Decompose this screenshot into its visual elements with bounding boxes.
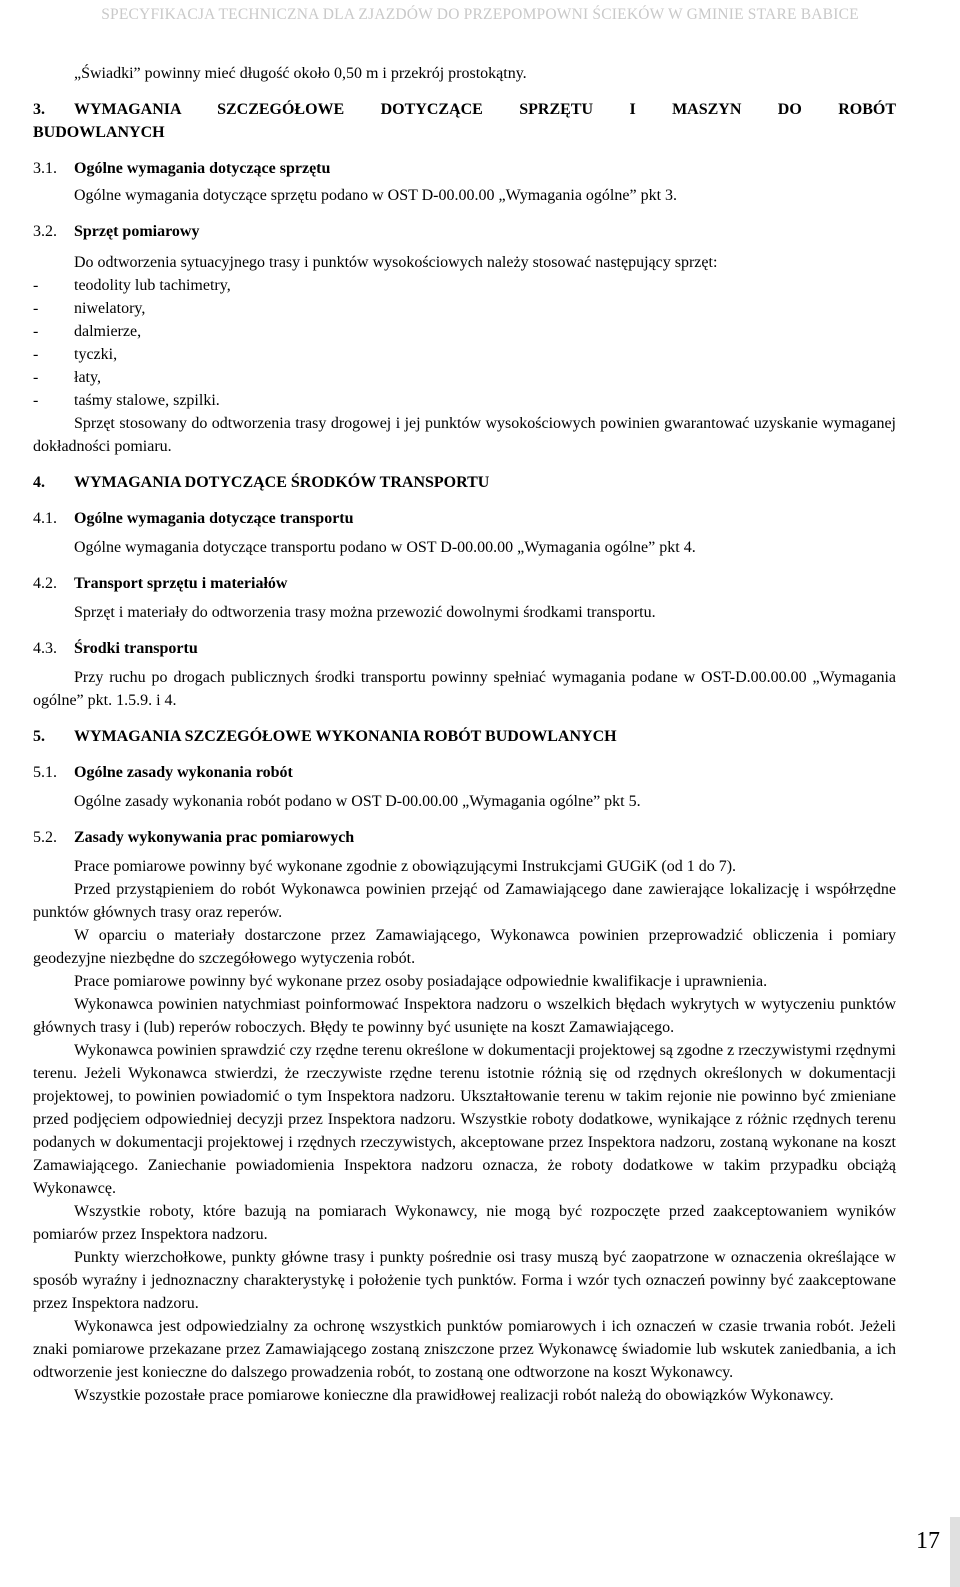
subsection-5-1-heading: [33, 761, 896, 784]
subsection-number: 3.1.: [33, 160, 57, 177]
paragraph: Ogólne zasady wykonania robót podano w OST D-00.00.00 „Wymagania ogólne” pkt 5.: [74, 793, 641, 810]
measurement-rules: [33, 855, 896, 1407]
section-5-heading: [33, 725, 896, 748]
list-item: - teodolity lub tachimetry,: [33, 277, 231, 294]
page-number: 17: [916, 1528, 940, 1554]
section-3-heading: [33, 98, 896, 144]
subsection-4-3-heading: [33, 637, 896, 660]
subsection-number: 3.2.: [33, 223, 57, 240]
list-item: - taśmy stalowe, szpilki.: [33, 392, 220, 409]
subsection-title: Ogólne wymagania dotyczące transportu: [74, 510, 354, 527]
subsection-title: Środki transportu: [74, 640, 198, 657]
paragraph: Prace pomiarowe powinny być wykonane zgodnie z obowiązującymi Instrukcjami GUGiK (od 1 do 7).: [74, 858, 737, 875]
subsection-number: 4.3.: [33, 640, 57, 657]
subsection-3-1-heading: [33, 157, 896, 180]
subsection-title: Transport sprzętu i materiałów: [74, 575, 288, 592]
section-title: WYMAGANIA SZCZEGÓŁOWE WYKONANIA ROBÓT BUDOWLANYCH: [74, 728, 617, 745]
paragraph: Sprzęt i materiały do odtworzenia trasy można przewozić dowolnymi środkami transportu.: [74, 604, 656, 621]
subsection-title: Sprzęt pomiarowy: [74, 223, 200, 240]
subsection-title: Ogólne wymagania dotyczące sprzętu: [74, 160, 331, 177]
subsection-number: 5.1.: [33, 764, 57, 781]
list-item: - niwelatory,: [33, 300, 146, 317]
section-4-heading: [33, 471, 896, 494]
section-title-cont: BUDOWLANYCH: [33, 124, 165, 141]
subsection-3-2-heading: [33, 220, 896, 243]
subsection-number: 4.2.: [33, 575, 57, 592]
paragraph: Przy ruchu po drogach publicznych środki transportu powinny spełniać wymagania podane w OST-D.00.00.00 „Wymagania ogólne” pkt. 1.5.9. i 4.: [33, 669, 896, 709]
paragraph: Prace pomiarowe powinny być wykonane przez osoby posiadające odpowiednie kwalifikacje i uprawnienia.: [74, 973, 768, 990]
paragraph: Ogólne wymagania dotyczące transportu podano w OST D-00.00.00 „Wymagania ogólne” pkt 4.: [74, 539, 696, 556]
section-number: 4.: [33, 474, 45, 491]
section-title: WYMAGANIA SZCZEGÓŁOWE DOTYCZĄCE SPRZĘTU I MASZYN DO ROBÓT: [74, 101, 896, 118]
subsection-title: Ogólne zasady wykonania robót: [74, 764, 293, 781]
paragraph: Do odtworzenia sytuacyjnego trasy i punktów wysokościowych należy stosować następujący sprzęt:: [74, 254, 718, 271]
list-item: - łaty,: [33, 369, 101, 386]
paragraph: Przed przystąpieniem do robót Wykonawca powinien przejąć od Zamawiającego dane zawierające lokalizację i współrzędne punktów głównych trasy oraz reperów.: [33, 881, 896, 921]
running-header: SPECYFIKACJA TECHNICZNA DLA ZJAZDÓW DO PRZEPOMPOWNI ŚCIEKÓW W GMINIE STARE BABICE: [101, 6, 859, 23]
paragraph: Punkty wierzchołkowe, punkty główne trasy i punkty pośrednie osi trasy muszą być zaopatrzone w oznaczenia określające w sposób wyraźny i jednoznaczny charakterystykę i położenie tych punktów. Forma i wzór tych oznaczeń powinny być zaakceptowane przez Inspektora nadzoru.: [33, 1249, 896, 1312]
subsection-4-1-heading: [33, 507, 896, 530]
section-title: WYMAGANIA DOTYCZĄCE ŚRODKÓW TRANSPORTU: [74, 474, 490, 491]
paragraph: Wykonawca jest odpowiedzialny za ochronę wszystkich punktów pomiarowych i ich oznaczeń w czasie trwania robót. Jeżeli znaki pomiarowe przekazane przez Zamawiającego zostaną zniszczone przez Wykonawcę świadomie lub wskutek zaniedbania, a ich odtworzenie jest konieczne do dalszego prowadzenia robót, to zostaną one odtworzone na koszt Wykonawcy.: [33, 1318, 896, 1381]
subsection-5-2-heading: [33, 826, 896, 849]
list-item: - dalmierze,: [33, 323, 142, 340]
subsection-number: 5.2.: [33, 829, 57, 846]
paragraph: Sprzęt stosowany do odtworzenia trasy drogowej i jej punktów wysokościowych powinien gwarantować uzyskanie wymaganej dokładności pomiaru.: [33, 415, 896, 455]
subsection-number: 4.1.: [33, 510, 57, 527]
paragraph: Wykonawca powinien sprawdzić czy rzędne terenu określone w dokumentacji projektowej są zgodne z rzeczywistymi rzędnymi terenu. Jeżeli Wykonawca stwierdzi, że rzeczywiste rzędne terenu istotnie różnią się od rzędnych określonych w dokumentacji projektowej, to powinien powiadomić o tym Inspektora nadzoru. Ukształtowanie terenu w takim rejonie nie powinno być zmieniane przed podjęciem odpowiedniej decyzji przez Inspektora nadzoru. Wszystkie roboty dodatkowe, wynikające z różnic rzędnych terenu podanych w dokumentacji projektowej i rzędnych rzeczywistych, akceptowane przez Inspektora nadzoru, zostaną wykonane na koszt Zamawiającego. Zaniechanie powiadomienia Inspektora nadzoru oznacza, że roboty dodatkowe w takim przypadku obciążą Wykonawcę.: [33, 1042, 896, 1197]
paragraph: Wykonawca powinien natychmiast poinformować Inspektora nadzoru o wszelkich błędach wykrytych w wytyczeniu punktów głównych trasy i (lub) reperów roboczych. Błędy te powinny być usunięte na koszt Zamawiającego.: [33, 996, 896, 1036]
paragraph: W oparciu o materiały dostarczone przez Zamawiającego, Wykonawca powinien przeprowadzić obliczenia i pomiary geodezyjne niezbędne do szczegółowego wytyczenia robót.: [33, 927, 896, 967]
subsection-4-2-heading: [33, 572, 896, 595]
subsection-title: Zasady wykonywania prac pomiarowych: [74, 829, 355, 846]
list-item: - tyczki,: [33, 346, 118, 363]
paragraph: Wszystkie roboty, które bazują na pomiarach Wykonawcy, nie mogą być rozpoczęte przed zaakceptowaniem wyników pomiarów przez Inspektora nadzoru.: [33, 1203, 896, 1243]
document-body: [33, 62, 896, 1407]
intro-line: „Świadki” powinny mieć długość około 0,50 m i przekrój prostokątny.: [74, 65, 527, 82]
section-number: 3.: [33, 101, 45, 118]
equipment-list: [33, 274, 896, 412]
paragraph: Wszystkie pozostałe prace pomiarowe konieczne dla prawidłowej realizacji robót należą do obowiązków Wykonawcy.: [74, 1387, 834, 1404]
page-edge-shadow: [950, 1517, 960, 1587]
section-number: 5.: [33, 728, 45, 745]
paragraph: Ogólne wymagania dotyczące sprzętu podano w OST D-00.00.00 „Wymagania ogólne” pkt 3.: [74, 187, 678, 204]
